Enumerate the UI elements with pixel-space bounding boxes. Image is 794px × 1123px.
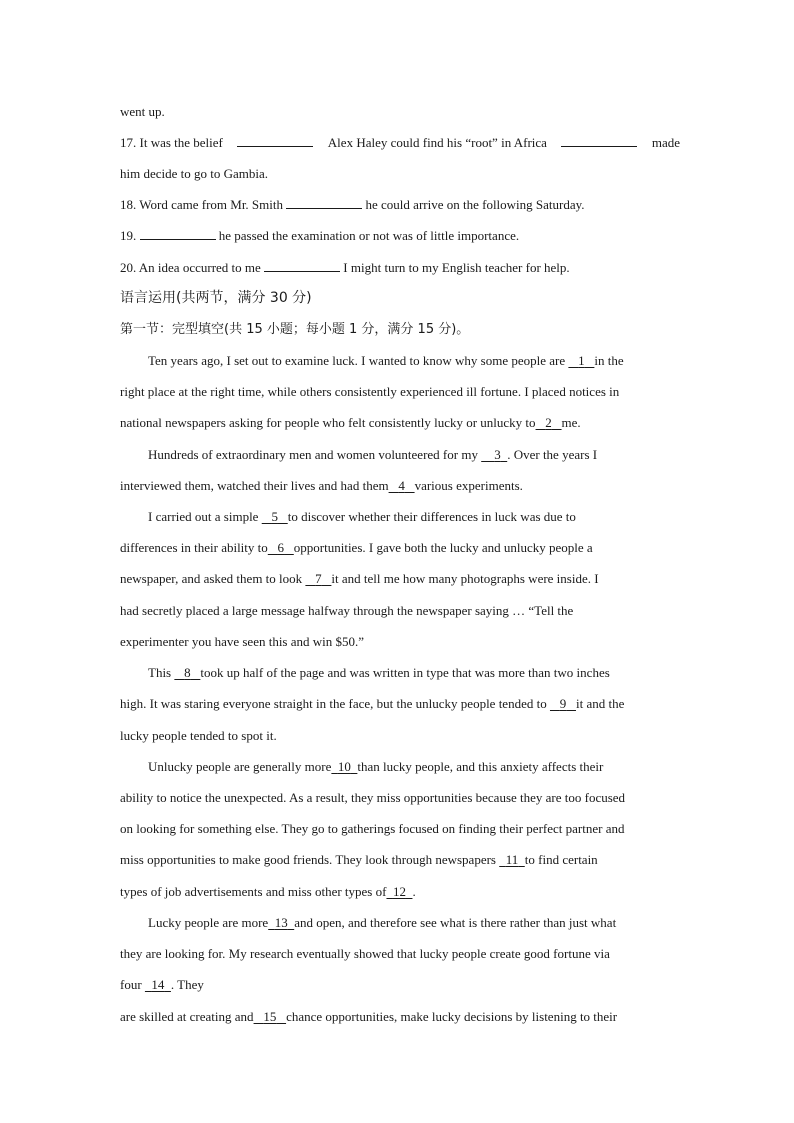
text-fragment: types of job advertisements and miss other types of xyxy=(120,884,387,899)
text-fragment: Lucky people are more xyxy=(148,915,269,930)
question-text: I might turn to my English teacher for help. xyxy=(343,260,570,275)
cloze-blank-10[interactable]: 10 xyxy=(337,759,351,774)
question-text: Alex Haley could find his “root” in Africa xyxy=(327,135,547,150)
cloze-blank-11[interactable]: 11 xyxy=(505,852,519,867)
passage-line xyxy=(120,728,680,744)
text-fragment: me. xyxy=(561,415,581,430)
cloze-blank-2[interactable]: 2 xyxy=(545,415,552,430)
cloze-blank-7[interactable]: 7 xyxy=(315,571,322,586)
text-fragment: right place at the right time, while others consistently experienced ill fortune. I placed notices in xyxy=(120,384,620,399)
text-fragment: in the xyxy=(594,353,624,368)
text-fragment: various experiments. xyxy=(414,478,523,493)
passage-line xyxy=(120,946,680,962)
text-fragment: they are looking for. My research eventually showed that lucky people create good fortune via xyxy=(120,946,610,961)
cloze-blank-13[interactable]: 13 xyxy=(274,915,288,930)
question-text: made xyxy=(651,135,680,150)
text-fragment: interviewed them, watched their lives and had them xyxy=(120,478,389,493)
cloze-blank-9[interactable]: 9 xyxy=(559,696,567,711)
text-fragment: took up half of the page and was written in type that was more than two inches xyxy=(200,665,610,680)
text-line xyxy=(120,104,680,120)
answer-blank[interactable] xyxy=(561,135,637,147)
answer-blank[interactable] xyxy=(286,197,362,209)
text-fragment: and open, and therefore see what is there rather than just what xyxy=(294,915,617,930)
question-text: 18. Word came from Mr. Smith xyxy=(120,197,284,212)
question-17-continued xyxy=(120,166,680,182)
text-fragment: it and tell me how many photographs were inside. I xyxy=(331,571,599,586)
passage-line xyxy=(120,571,680,587)
answer-blank[interactable] xyxy=(237,135,313,147)
text-fragment: lucky people tended to spot it. xyxy=(120,728,277,743)
text-fragment: Ten years ago, I set out to examine luck. I wanted to know why some people are xyxy=(148,353,566,368)
text-fragment: This xyxy=(148,665,172,680)
text-fragment: four xyxy=(120,977,142,992)
passage-line xyxy=(120,384,680,400)
passage-line xyxy=(120,821,680,837)
text-fragment: national newspapers asking for people who felt consistently lucky or unlucky to xyxy=(120,415,536,430)
answer-blank[interactable] xyxy=(140,228,216,240)
text-fragment: went up. xyxy=(120,104,165,119)
passage-line xyxy=(148,353,708,369)
passage-line xyxy=(120,603,680,619)
text-fragment: differences in their ability to xyxy=(120,540,268,555)
text-fragment: to discover whether their differences in luck was due to xyxy=(287,509,576,524)
question-20 xyxy=(120,260,680,276)
question-text: 20. An idea occurred to me xyxy=(120,260,261,275)
text-fragment: opportunities. I gave both the lucky and unlucky people a xyxy=(293,540,593,555)
passage-line xyxy=(120,884,680,900)
cloze-blank-12[interactable]: 12 xyxy=(392,884,406,899)
text-fragment: Hundreds of extraordinary men and women volunteered for my xyxy=(148,447,478,462)
text-fragment: than lucky people, and this anxiety affects their xyxy=(357,759,604,774)
question-text: 19. xyxy=(120,228,137,243)
text-fragment: to find certain xyxy=(524,852,598,867)
section-title-text: 语言运用(共两节，满分 30 分) xyxy=(120,290,312,306)
cloze-blank-1[interactable]: 1 xyxy=(578,353,585,368)
question-19 xyxy=(120,228,680,244)
text-fragment: newspaper, and asked them to look xyxy=(120,571,303,586)
section-title xyxy=(120,290,680,306)
text-fragment: ability to notice the unexpected. As a result, they miss opportunities because they are too focused xyxy=(120,790,626,805)
passage-line xyxy=(120,540,680,556)
cloze-blank-14[interactable]: 14 xyxy=(151,977,165,992)
passage-line xyxy=(120,696,680,712)
text-fragment: experimenter you have seen this and win $50.” xyxy=(120,634,365,649)
text-fragment: I carried out a simple xyxy=(148,509,259,524)
passage-line xyxy=(148,509,708,525)
passage-line xyxy=(120,478,680,494)
passage-line xyxy=(120,634,680,650)
text-fragment: it and the xyxy=(575,696,625,711)
cloze-blank-6[interactable]: 6 xyxy=(277,540,285,555)
passage-line xyxy=(148,665,708,681)
cloze-blank-15[interactable]: 15 xyxy=(263,1009,277,1024)
text-fragment: on looking for something else. They go to gatherings focused on finding their perfect partner and xyxy=(120,821,625,836)
cloze-blank-4[interactable]: 4 xyxy=(398,478,405,493)
question-17 xyxy=(120,135,680,151)
question-text: he could arrive on the following Saturday. xyxy=(365,197,585,212)
passage-line xyxy=(148,915,708,931)
answer-blank[interactable] xyxy=(264,260,340,272)
text-fragment: miss opportunities to make good friends. They look through newspapers xyxy=(120,852,496,867)
text-fragment: are skilled at creating and xyxy=(120,1009,254,1024)
passage-line xyxy=(148,447,708,463)
cloze-blank-3[interactable]: 3 xyxy=(494,447,501,462)
question-text: him decide to go to Gambia. xyxy=(120,166,269,181)
cloze-blank-5[interactable]: 5 xyxy=(271,509,278,524)
text-fragment: chance opportunities, make lucky decisions by listening to their xyxy=(286,1009,618,1024)
cloze-blank-8[interactable]: 8 xyxy=(184,665,191,680)
section-subtitle xyxy=(120,322,680,338)
text-fragment: . xyxy=(412,884,416,899)
passage-line xyxy=(120,852,680,868)
passage-line xyxy=(120,415,680,431)
text-fragment: high. It was staring everyone straight in the face, but the unlucky people tended to xyxy=(120,696,547,711)
passage-line xyxy=(120,977,680,993)
text-fragment: had secretly placed a large message halfway through the newspaper saying … “Tell the xyxy=(120,603,574,618)
question-text: 17. It was the belief xyxy=(120,135,223,150)
section-subtitle-text: 第一节：完型填空(共 15 小题；每小题 1 分，满分 15 分)。 xyxy=(120,322,470,337)
passage-line xyxy=(120,790,680,806)
passage-line xyxy=(148,759,708,775)
text-fragment: . Over the years I xyxy=(507,447,598,462)
passage-line xyxy=(120,1009,680,1025)
text-fragment: . They xyxy=(170,977,204,992)
text-fragment: Unlucky people are generally more xyxy=(148,759,332,774)
question-text: he passed the examination or not was of little importance. xyxy=(218,228,520,243)
question-18 xyxy=(120,197,680,213)
